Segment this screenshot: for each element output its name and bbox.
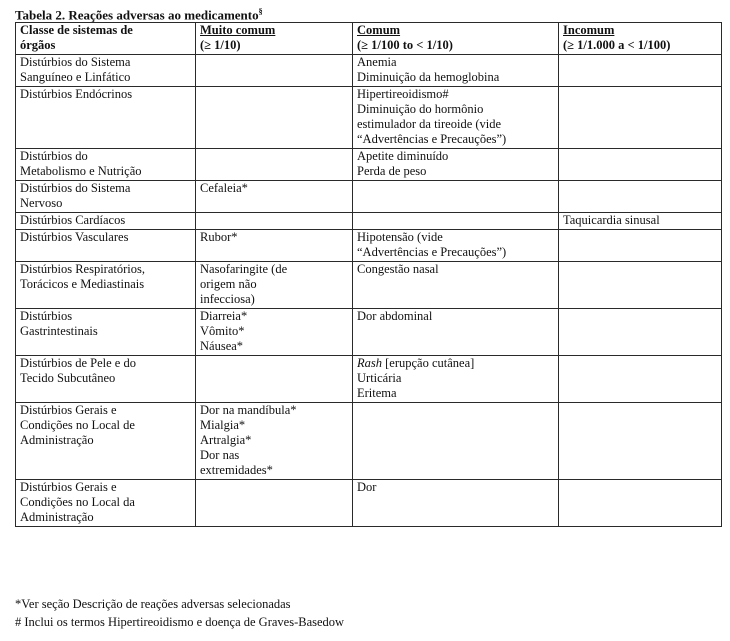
cell-common	[353, 181, 559, 213]
cell-line: Nervoso	[20, 196, 63, 210]
table-row	[16, 262, 722, 309]
cell-line: Tecido Subcutâneo	[20, 371, 116, 385]
cell-very-common	[196, 230, 353, 262]
cell-very-common	[196, 213, 353, 230]
cell-line: Gastrintestinais	[20, 324, 98, 338]
table-row	[16, 230, 722, 262]
cell-common	[353, 356, 559, 403]
footnote-asterisk: *Ver seção Descrição de reações adversas selecionadas	[15, 597, 291, 611]
cell-very-common	[196, 87, 353, 149]
cell-soc	[16, 309, 196, 356]
cell-uncommon	[559, 87, 722, 149]
cell-uncommon	[559, 262, 722, 309]
header-uncommon-label: Incomum	[563, 23, 615, 37]
table-row	[16, 213, 722, 230]
header-uncommon-range: (≥ 1/1.000 a < 1/100)	[563, 38, 671, 52]
cell-line: Distúrbios Respiratórios,	[20, 262, 145, 276]
cell-line: Dor	[357, 480, 377, 494]
cell-soc	[16, 262, 196, 309]
table-row	[16, 181, 722, 213]
cell-line: Torácicos e Mediastinais	[20, 277, 145, 291]
cell-line: Distúrbios do	[20, 149, 88, 163]
cell-very-common	[196, 309, 353, 356]
header-soc	[16, 23, 196, 55]
cell-very-common	[196, 149, 353, 181]
cell-uncommon	[559, 230, 722, 262]
cell-very-common	[196, 403, 353, 480]
cell-line: “Advertências e Precauções”)	[357, 245, 507, 259]
cell-line: Urticária	[357, 371, 402, 385]
cell-line: Metabolismo e Nutrição	[20, 164, 142, 178]
cell-common	[353, 213, 559, 230]
cell-line: Distúrbios	[20, 309, 73, 323]
cell-line: Sanguíneo e Linfático	[20, 70, 131, 84]
cell-uncommon	[559, 403, 722, 480]
cell-soc	[16, 230, 196, 262]
cell-line: Distúrbios do Sistema	[20, 181, 131, 195]
cell-uncommon	[559, 309, 722, 356]
cell-line: estimulador da tireoide (vide	[357, 117, 502, 131]
cell-line: Cefaleia*	[200, 181, 248, 195]
header-very-common	[196, 23, 353, 55]
cell-common	[353, 87, 559, 149]
cell-line: Apetite diminuído	[357, 149, 449, 163]
header-common	[353, 23, 559, 55]
table-row	[16, 403, 722, 480]
cell-line: Dor na mandíbula*	[200, 403, 297, 417]
cell-line: Dor abdominal	[357, 309, 433, 323]
header-very-common-range: (≥ 1/10)	[200, 38, 241, 52]
cell-line: Hipotensão (vide	[357, 230, 443, 244]
table-row	[16, 55, 722, 87]
cell-line: Anemia	[357, 55, 397, 69]
table-title	[15, 4, 263, 23]
cell-soc	[16, 480, 196, 527]
cell-line: Condições no Local de	[20, 418, 135, 432]
cell-line: Administração	[20, 433, 94, 447]
table-row	[16, 87, 722, 149]
cell-line: Distúrbios de Pele e do	[20, 356, 136, 370]
cell-soc	[16, 213, 196, 230]
header-very-common-label: Muito comum	[200, 23, 276, 37]
cell-line: Congestão nasal	[357, 262, 439, 276]
cell-line: “Advertências e Precauções”)	[357, 132, 507, 146]
table-title-mark: §	[258, 7, 263, 16]
table-body	[16, 55, 722, 527]
table-row	[16, 149, 722, 181]
cell-uncommon	[559, 149, 722, 181]
cell-very-common	[196, 480, 353, 527]
table-row	[16, 309, 722, 356]
cell-common	[353, 230, 559, 262]
cell-line: Diarreia*	[200, 309, 248, 323]
cell-line: Hipertireoidismo#	[357, 87, 449, 101]
rash-term: Rash	[357, 356, 382, 370]
cell-line: Diminuição da hemoglobina	[357, 70, 500, 84]
cell-very-common	[196, 356, 353, 403]
cell-line: Rubor*	[200, 230, 238, 244]
cell-common	[353, 262, 559, 309]
cell-line: Eritema	[357, 386, 397, 400]
cell-line: Distúrbios Endócrinos	[20, 87, 133, 101]
cell-line: Distúrbios Cardíacos	[20, 213, 126, 227]
cell-line: Distúrbios do Sistema	[20, 55, 131, 69]
cell-line: Distúrbios Vasculares	[20, 230, 129, 244]
cell-uncommon	[559, 356, 722, 403]
cell-line: Artralgia*	[200, 433, 252, 447]
cell-line: Dor nas	[200, 448, 240, 462]
adverse-reactions-table	[15, 22, 722, 527]
cell-line: Nasofaringite (de	[200, 262, 288, 276]
cell-line: Perda de peso	[357, 164, 427, 178]
cell-soc	[16, 356, 196, 403]
table-header-row	[16, 23, 722, 55]
cell-soc	[16, 55, 196, 87]
footnote-hash: # Inclui os termos Hipertireoidismo e doença de Graves-Basedow	[15, 615, 345, 629]
cell-soc	[16, 403, 196, 480]
table-row	[16, 480, 722, 527]
cell-line: Vômito*	[200, 324, 245, 338]
cell-soc	[16, 181, 196, 213]
cell-common	[353, 309, 559, 356]
cell-soc	[16, 149, 196, 181]
cell-line: Taquicardia sinusal	[563, 213, 660, 227]
table-title-text: Tabela 2. Reações adversas ao medicamento	[15, 7, 259, 23]
cell-uncommon	[559, 181, 722, 213]
cell-common	[353, 149, 559, 181]
cell-very-common	[196, 55, 353, 87]
header-common-label: Comum	[357, 23, 401, 37]
header-soc-line: órgãos	[20, 38, 56, 52]
header-common-range: (≥ 1/100 to < 1/10)	[357, 38, 453, 52]
cell-common	[353, 403, 559, 480]
cell-very-common	[196, 181, 353, 213]
cell-line: infecciosa)	[200, 292, 255, 306]
cell-line: origem não	[200, 277, 257, 291]
cell-line: Administração	[20, 510, 94, 524]
cell-very-common	[196, 262, 353, 309]
rash-translation: [erupção cutânea]	[382, 356, 475, 370]
cell-line: Distúrbios Gerais e	[20, 403, 117, 417]
header-soc-line: Classe de sistemas de	[20, 23, 133, 37]
cell-line	[357, 356, 554, 371]
cell-uncommon	[559, 55, 722, 87]
cell-line: Náusea*	[200, 339, 244, 353]
cell-uncommon	[559, 480, 722, 527]
cell-line: Diminuição do hormônio	[357, 102, 484, 116]
cell-line: Distúrbios Gerais e	[20, 480, 117, 494]
cell-line: Condições no Local da	[20, 495, 135, 509]
header-uncommon	[559, 23, 722, 55]
cell-uncommon	[559, 213, 722, 230]
cell-common	[353, 480, 559, 527]
cell-soc	[16, 87, 196, 149]
table-row	[16, 356, 722, 403]
cell-line: Mialgia*	[200, 418, 246, 432]
cell-line: extremidades*	[200, 463, 273, 477]
cell-common	[353, 55, 559, 87]
